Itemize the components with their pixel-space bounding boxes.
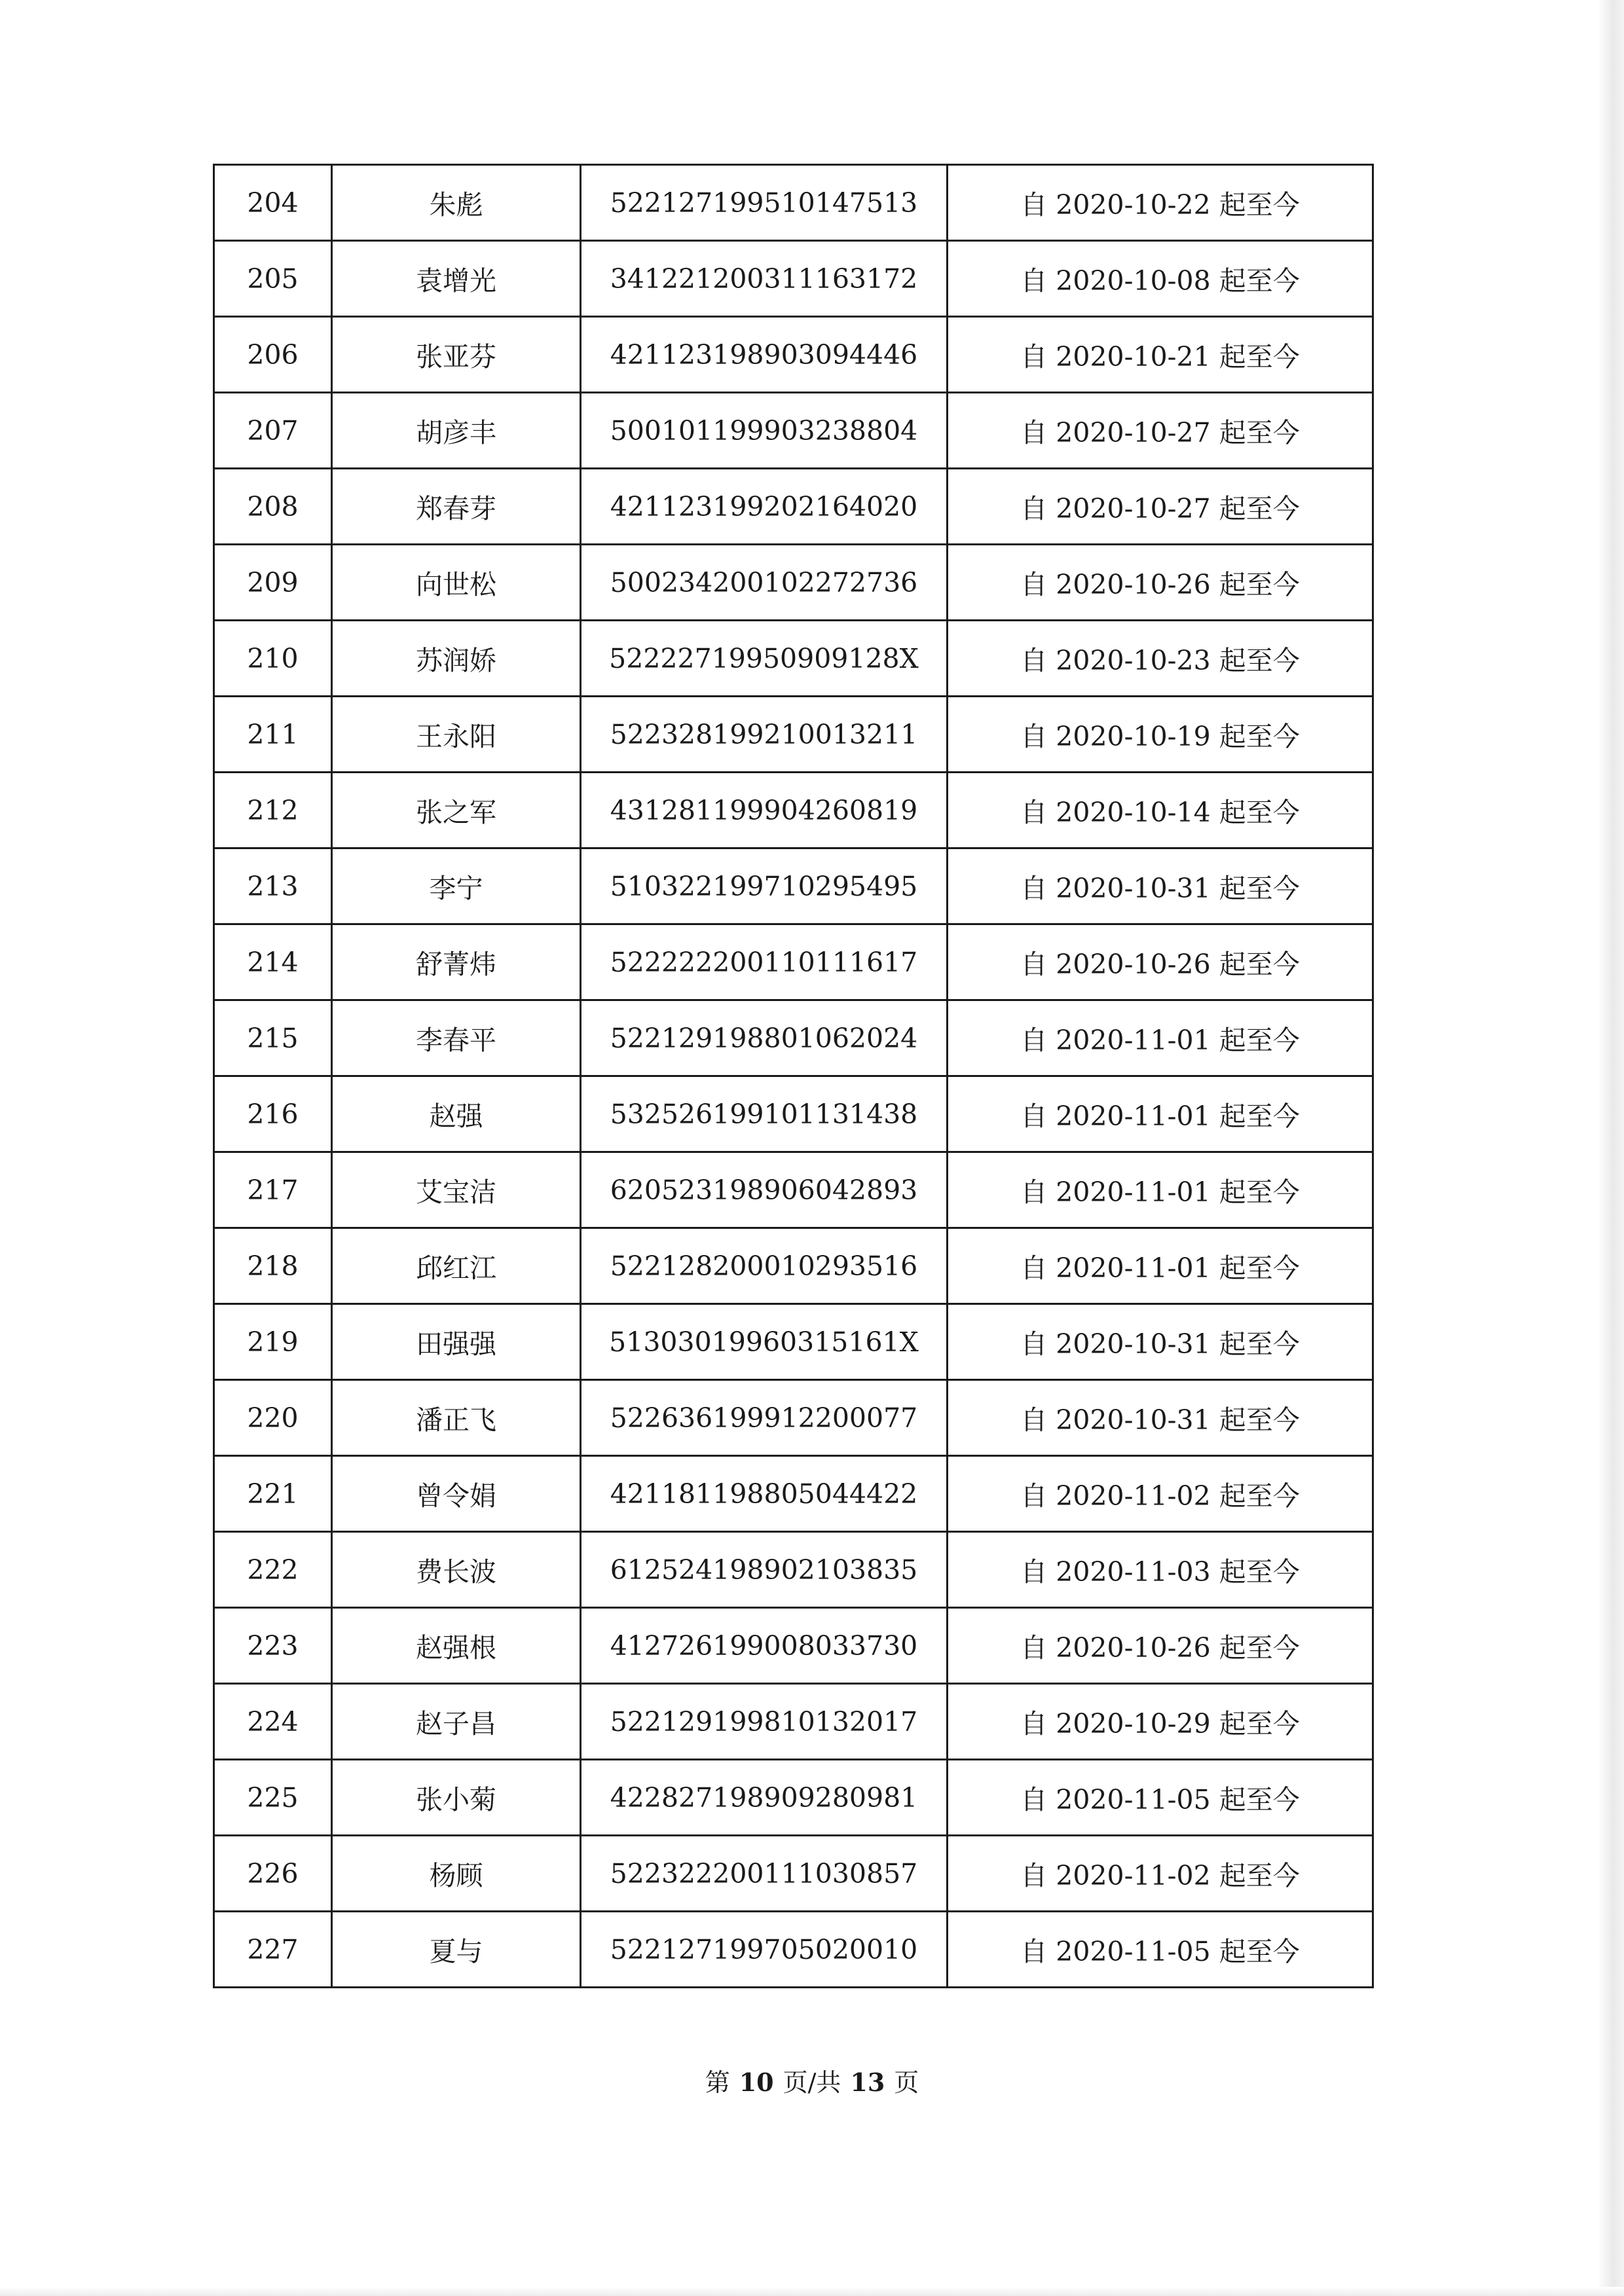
table-row <box>214 1760 1373 1836</box>
row-number: 214 <box>214 924 332 1000</box>
page-footer <box>0 2062 1624 2098</box>
id-number: 51303019960315161X <box>581 1304 948 1380</box>
row-number: 215 <box>214 1000 332 1076</box>
person-name: 苏润娇 <box>332 621 581 697</box>
row-number: 226 <box>214 1836 332 1912</box>
employment-period: 自 2020-11-01 起至今 <box>948 1228 1373 1304</box>
employment-period: 自 2020-11-01 起至今 <box>948 1000 1373 1076</box>
table-row <box>214 1608 1373 1684</box>
id-number: 522636199912200077 <box>581 1380 948 1456</box>
row-number: 222 <box>214 1532 332 1608</box>
page-label-prefix: 第 <box>705 2068 730 2097</box>
row-number: 223 <box>214 1608 332 1684</box>
employment-period: 自 2020-10-29 起至今 <box>948 1684 1373 1760</box>
person-name: 邱红江 <box>332 1228 581 1304</box>
employment-period: 自 2020-10-26 起至今 <box>948 924 1373 1000</box>
row-number: 207 <box>214 393 332 469</box>
person-name: 费长波 <box>332 1532 581 1608</box>
employment-period: 自 2020-11-01 起至今 <box>948 1152 1373 1228</box>
row-number: 224 <box>214 1684 332 1760</box>
employment-period: 自 2020-10-31 起至今 <box>948 1304 1373 1380</box>
id-number: 532526199101131438 <box>581 1076 948 1152</box>
row-number: 216 <box>214 1076 332 1152</box>
employment-period: 自 2020-11-05 起至今 <box>948 1912 1373 1988</box>
employment-period: 自 2020-10-27 起至今 <box>948 469 1373 545</box>
table-row <box>214 924 1373 1000</box>
person-name: 赵强 <box>332 1076 581 1152</box>
table-row <box>214 1532 1373 1608</box>
person-name: 潘正飞 <box>332 1380 581 1456</box>
row-number: 220 <box>214 1380 332 1456</box>
employment-period: 自 2020-10-08 起至今 <box>948 241 1373 317</box>
person-name: 田强强 <box>332 1304 581 1380</box>
person-name: 朱彪 <box>332 165 581 241</box>
table-row <box>214 1456 1373 1532</box>
employment-period: 自 2020-11-01 起至今 <box>948 1076 1373 1152</box>
scan-bottom-edge <box>0 2287 1624 2296</box>
total-page-count: 13 <box>850 2068 885 2097</box>
id-number: 522222200110111617 <box>581 924 948 1000</box>
row-number: 209 <box>214 545 332 621</box>
person-name: 舒菁炜 <box>332 924 581 1000</box>
person-name: 杨顾 <box>332 1836 581 1912</box>
person-name: 赵子昌 <box>332 1684 581 1760</box>
id-number: 421123199202164020 <box>581 469 948 545</box>
employment-period: 自 2020-10-23 起至今 <box>948 621 1373 697</box>
table-row <box>214 1684 1373 1760</box>
employment-period: 自 2020-10-22 起至今 <box>948 165 1373 241</box>
table-row <box>214 317 1373 393</box>
employment-period: 自 2020-11-02 起至今 <box>948 1456 1373 1532</box>
row-number: 208 <box>214 469 332 545</box>
table-row <box>214 165 1373 241</box>
scan-page-edge <box>1598 0 1624 2296</box>
employment-period: 自 2020-10-26 起至今 <box>948 1608 1373 1684</box>
table-row <box>214 545 1373 621</box>
id-number: 431281199904260819 <box>581 773 948 848</box>
employment-period: 自 2020-10-21 起至今 <box>948 317 1373 393</box>
row-number: 227 <box>214 1912 332 1988</box>
person-name: 李春平 <box>332 1000 581 1076</box>
id-number: 522127199705020010 <box>581 1912 948 1988</box>
person-name: 张之军 <box>332 773 581 848</box>
id-number: 522129198801062024 <box>581 1000 948 1076</box>
id-number: 522129199810132017 <box>581 1684 948 1760</box>
table-row <box>214 621 1373 697</box>
id-number: 412726199008033730 <box>581 1608 948 1684</box>
table-row <box>214 241 1373 317</box>
employment-period: 自 2020-11-05 起至今 <box>948 1760 1373 1836</box>
row-number: 204 <box>214 165 332 241</box>
id-number: 422827198909280981 <box>581 1760 948 1836</box>
table-row <box>214 1076 1373 1152</box>
id-number: 510322199710295495 <box>581 848 948 924</box>
id-number: 500234200102272736 <box>581 545 948 621</box>
employment-period: 自 2020-11-03 起至今 <box>948 1532 1373 1608</box>
table-row <box>214 393 1373 469</box>
person-name: 曾令娟 <box>332 1456 581 1532</box>
employment-period: 自 2020-10-26 起至今 <box>948 545 1373 621</box>
employment-period: 自 2020-10-14 起至今 <box>948 773 1373 848</box>
employee-table-body <box>214 165 1373 1988</box>
employment-period: 自 2020-10-19 起至今 <box>948 697 1373 773</box>
person-name: 艾宝洁 <box>332 1152 581 1228</box>
table-row <box>214 1304 1373 1380</box>
employment-period: 自 2020-10-31 起至今 <box>948 848 1373 924</box>
employment-period: 自 2020-11-02 起至今 <box>948 1836 1373 1912</box>
employment-period: 自 2020-10-27 起至今 <box>948 393 1373 469</box>
person-name: 李宁 <box>332 848 581 924</box>
employee-table <box>213 164 1374 1988</box>
row-number: 213 <box>214 848 332 924</box>
id-number: 421123198903094446 <box>581 317 948 393</box>
id-number: 620523198906042893 <box>581 1152 948 1228</box>
row-number: 217 <box>214 1152 332 1228</box>
row-number: 212 <box>214 773 332 848</box>
table-row <box>214 1912 1373 1988</box>
table-row <box>214 773 1373 848</box>
id-number: 52222719950909128X <box>581 621 948 697</box>
person-name: 胡彦丰 <box>332 393 581 469</box>
person-name: 张亚芬 <box>332 317 581 393</box>
page-label-middle: 页/共 <box>783 2068 841 2097</box>
row-number: 219 <box>214 1304 332 1380</box>
id-number: 500101199903238804 <box>581 393 948 469</box>
id-number: 421181198805044422 <box>581 1456 948 1532</box>
id-number: 612524198902103835 <box>581 1532 948 1608</box>
table-row <box>214 1380 1373 1456</box>
row-number: 211 <box>214 697 332 773</box>
row-number: 210 <box>214 621 332 697</box>
person-name: 王永阳 <box>332 697 581 773</box>
person-name: 袁增光 <box>332 241 581 317</box>
id-number: 522128200010293516 <box>581 1228 948 1304</box>
person-name: 夏与 <box>332 1912 581 1988</box>
person-name: 向世松 <box>332 545 581 621</box>
employment-period: 自 2020-10-31 起至今 <box>948 1380 1373 1456</box>
table-row <box>214 697 1373 773</box>
table-row <box>214 1152 1373 1228</box>
table-row <box>214 469 1373 545</box>
id-number: 341221200311163172 <box>581 241 948 317</box>
id-number: 522127199510147513 <box>581 165 948 241</box>
id-number: 522328199210013211 <box>581 697 948 773</box>
table-row <box>214 848 1373 924</box>
current-page-number: 10 <box>739 2068 774 2097</box>
table-row <box>214 1228 1373 1304</box>
row-number: 225 <box>214 1760 332 1836</box>
row-number: 205 <box>214 241 332 317</box>
table-row <box>214 1000 1373 1076</box>
person-name: 赵强根 <box>332 1608 581 1684</box>
person-name: 张小菊 <box>332 1760 581 1836</box>
id-number: 522322200111030857 <box>581 1836 948 1912</box>
row-number: 206 <box>214 317 332 393</box>
page-label-suffix: 页 <box>894 2068 919 2097</box>
person-name: 郑春芽 <box>332 469 581 545</box>
row-number: 221 <box>214 1456 332 1532</box>
row-number: 218 <box>214 1228 332 1304</box>
table-row <box>214 1836 1373 1912</box>
